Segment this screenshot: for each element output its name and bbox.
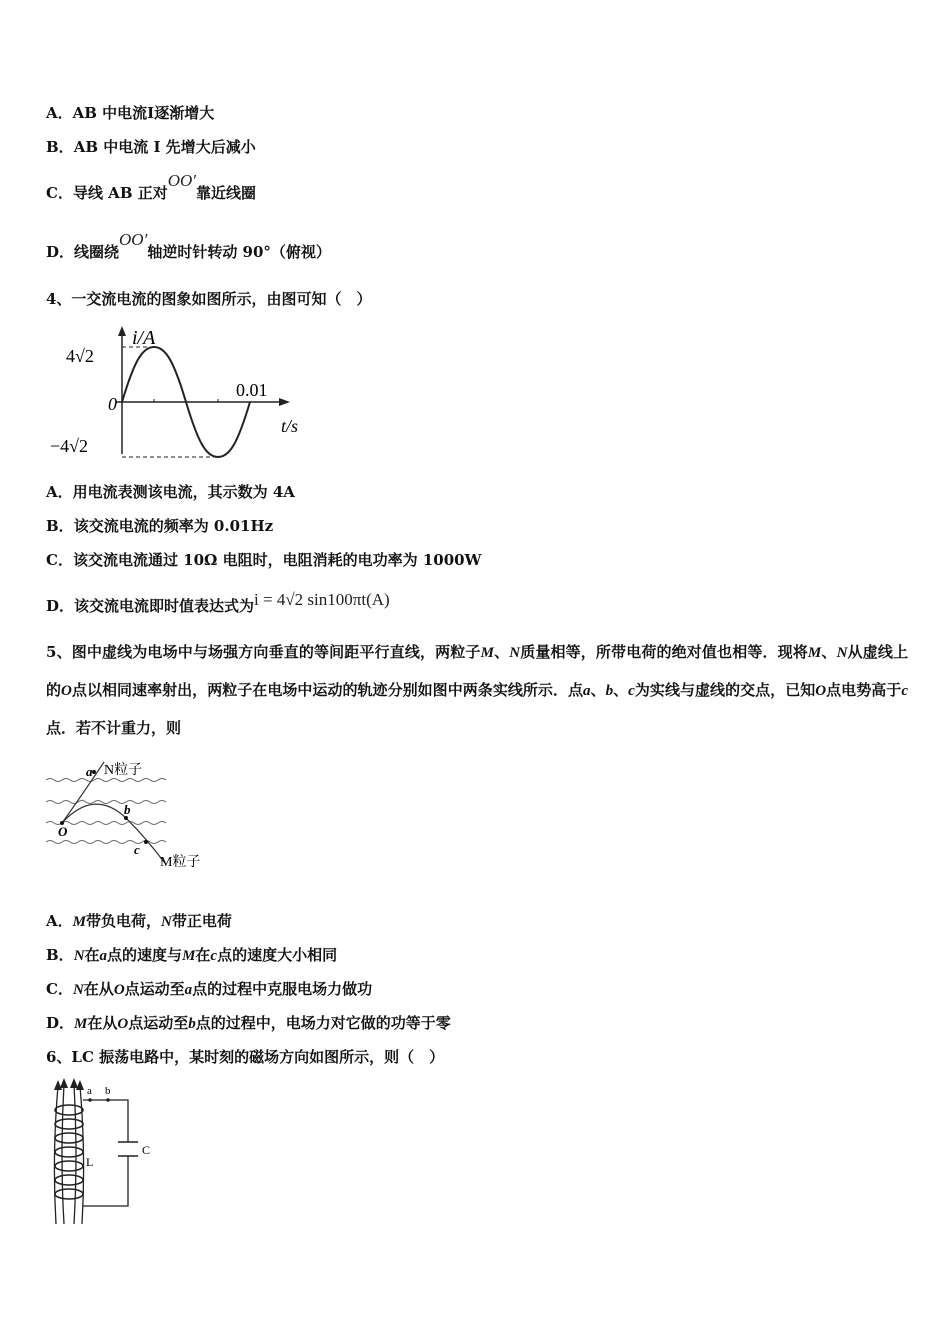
x-tick-label: 0.01 bbox=[236, 380, 268, 400]
q3-option-c: C．导线 AB 正对OO′靠近线圈 bbox=[46, 171, 257, 202]
q3-option-b: B．AB 中电流 I 先增大后减小 bbox=[46, 138, 256, 156]
ac-current-graph bbox=[46, 322, 312, 462]
oo-prime-symbol: OO′ bbox=[167, 171, 196, 190]
point-c bbox=[144, 840, 148, 844]
q6-stem: 6、LC 振荡电路中，某时刻的磁场方向如图所示，则（ ） bbox=[46, 1048, 445, 1066]
arrow-up-icon bbox=[70, 1078, 78, 1088]
q5-option-c: C．N在从O点运动至a点的过程中克服电场力做功 bbox=[46, 980, 373, 998]
n-particle-path bbox=[62, 762, 104, 823]
y-axis-label: i/A bbox=[132, 327, 156, 349]
inductor-coil bbox=[55, 1105, 83, 1199]
label-b: b bbox=[105, 1085, 111, 1097]
q5-stem: 5、图中虚线为电场中与场强方向垂直的等间距平行直线，两粒子M、N质量相等，所带电荷的绝对值也相等．现将M、N从虚线上的O点以相同速率射出，两粒子在电场中运动的轨迹分别如图中两条实线所示．点a、b、c为实线与虚线的交点，已知O点电势高于c点．若不计重力，则 bbox=[46, 643, 908, 737]
lc-circuit-figure bbox=[46, 1076, 166, 1226]
q3-option-d: D．线圈绕OO′轴逆时针转动 90°（俯视） bbox=[46, 230, 331, 261]
q4-option-d: D．该交流电流即时值表达式为i = 4√2 sin100πt(A) bbox=[46, 590, 390, 615]
oo-prime-symbol: OO′ bbox=[119, 230, 148, 249]
y-min-label: −4√2 bbox=[50, 436, 89, 456]
q5-option-d: D．M在从O点运动至b点的过程中，电场力对它做的功等于零 bbox=[46, 1014, 451, 1032]
point-a bbox=[88, 1098, 92, 1102]
equipotential-line bbox=[46, 779, 166, 782]
m-particle-label: M粒子 bbox=[160, 855, 201, 870]
arrow-up-icon bbox=[60, 1078, 68, 1088]
q4-option-c: C．该交流电流通过 10Ω 电阻时，电阻消耗的电功率为 1000W bbox=[46, 551, 482, 569]
q4-stem: 4、一交流电流的图象如图所示，由图可知（ ） bbox=[46, 290, 372, 308]
label-a: a bbox=[87, 1085, 92, 1097]
m-particle-path bbox=[62, 804, 164, 862]
n-particle-label: N粒子 bbox=[104, 763, 143, 778]
point-a bbox=[92, 770, 96, 774]
capacitor-label: C bbox=[142, 1143, 151, 1157]
wire-top bbox=[83, 1100, 128, 1142]
x-axis-label: t/s bbox=[281, 416, 299, 436]
particle-trajectory-figure bbox=[46, 758, 216, 878]
point-b bbox=[106, 1098, 110, 1102]
label-c: c bbox=[134, 842, 140, 857]
y-max-label: 4√2 bbox=[66, 346, 94, 366]
arrow-up-icon bbox=[54, 1080, 62, 1090]
q4-option-a: A．用电流表测该电流，其示数为 4A bbox=[46, 483, 295, 501]
arrow-up-icon bbox=[76, 1080, 84, 1090]
label-o: O bbox=[58, 824, 68, 839]
equipotential-line bbox=[46, 801, 166, 804]
origin-label: 0 bbox=[108, 394, 117, 414]
q3-option-a: A．AB 中电流Ⅰ逐渐增大 bbox=[46, 104, 215, 122]
label-b: b bbox=[124, 802, 131, 817]
inductor-label: L bbox=[86, 1155, 94, 1169]
q5-option-a: A．M带负电荷，N带正电荷 bbox=[46, 912, 232, 930]
q5-option-b: B．N在a点的速度与M在c点的速度大小相同 bbox=[46, 946, 338, 964]
label-a: a bbox=[86, 764, 93, 779]
q4-option-b: B．该交流电流的频率为 0.01Hz bbox=[46, 517, 274, 535]
current-formula: i = 4√2 sin100πt(A) bbox=[254, 590, 390, 609]
